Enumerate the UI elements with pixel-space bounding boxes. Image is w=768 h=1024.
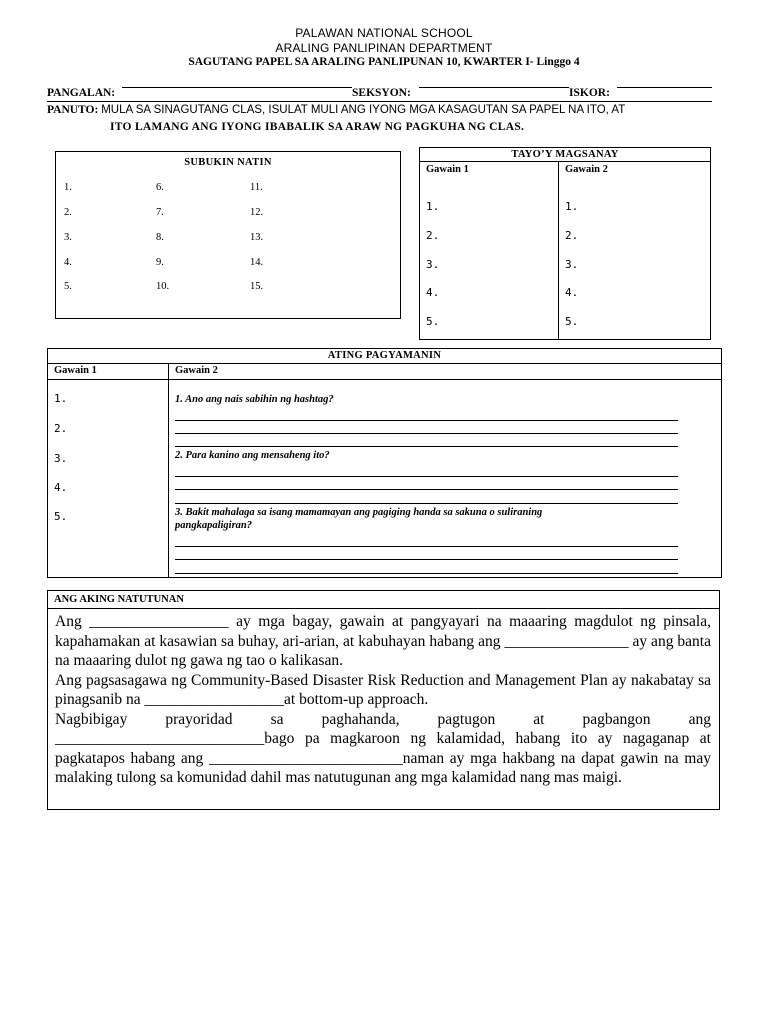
student-info-row (47, 87, 712, 102)
magsanay-item: 5. (565, 315, 579, 328)
section-field[interactable] (419, 87, 569, 88)
pagyamanin-item: 4. (54, 481, 68, 494)
subukin-item: 6. (156, 182, 164, 193)
natutunan-paragraph-3: Nagbibigay prayoridad sa paghahanda, pagtugon at pagbangon ang ___________________________bago pa magkaroon ng kalamidad, habang ito ay nagaganap at pagkatapos habang ang _________________________naman ay mga hakbang na dapat gawin na may malaking tulong sa komunidad dahil mas natutugunan ang mga kalamidad nang mas maigi. (55, 710, 711, 786)
school-name: PALAWAN NATIONAL SCHOOL (295, 26, 473, 40)
question-3-cont: pangkapaligiran? (175, 520, 253, 531)
natutunan-paragraph-2: Ang pagsasagawa ng Community-Based Disaster Risk Reduction and Management Plan ay nakabatay sa pinagsanib na __________________at bottom-up approach. (55, 671, 711, 708)
magsanay-col1-label: Gawain 1 (426, 164, 469, 175)
pagyamanin-item: 1. (54, 392, 68, 405)
natutunan-title: ANG AKING NATUTUNAN (54, 594, 184, 605)
pagyamanin-item: 3. (54, 452, 68, 465)
name-field[interactable] (122, 87, 352, 88)
answer-line[interactable] (175, 476, 678, 477)
answer-line[interactable] (175, 573, 678, 574)
answer-line[interactable] (175, 503, 678, 504)
subukin-item: 5. (64, 281, 72, 292)
magsanay-item: 1. (565, 200, 579, 213)
subukin-item: 4. (64, 257, 72, 268)
magsanay-title: TAYO’Y MAGSANAY (511, 149, 619, 160)
ang-aking-natutunan-box (47, 590, 720, 810)
answer-line[interactable] (175, 489, 678, 490)
pagyamanin-title: ATING PAGYAMANIN (327, 350, 442, 361)
pagyamanin-item: 5. (54, 510, 68, 523)
magsanay-item: 1. (426, 200, 440, 213)
subukin-item: 10. (156, 281, 170, 292)
department-name: ARALING PANLIPINAN DEPARTMENT (275, 41, 493, 55)
answer-line[interactable] (175, 446, 678, 447)
pagyamanin-item: 2. (54, 422, 68, 435)
subukin-item: 15. (250, 281, 264, 292)
answer-line[interactable] (175, 559, 678, 560)
magsanay-col2-label: Gawain 2 (565, 164, 608, 175)
instructions-line2: ITO LAMANG ANG IYONG IBABALIK SA ARAW NG PAGKUHA NG CLAS. (110, 121, 525, 133)
magsanay-item: 2. (565, 229, 579, 242)
subukin-item: 11. (250, 182, 263, 193)
natutunan-text (55, 612, 711, 788)
answer-line[interactable] (175, 420, 678, 421)
score-field[interactable] (617, 87, 712, 88)
name-label: PANGALAN: (47, 87, 116, 99)
ating-pagyamanin-box (47, 348, 722, 578)
instructions-line1: MULA SA SINAGUTANG CLAS, ISULAT MULI ANG IYONG MGA KASAGUTAN SA PAPEL NA ITO, AT (101, 104, 626, 116)
question-1: 1. Ano ang nais sabihin ng hashtag? (175, 394, 334, 405)
subukin-natin-box (55, 151, 401, 319)
subukin-item: 2. (64, 207, 72, 218)
subukin-item: 13. (250, 232, 264, 243)
magsanay-item: 3. (426, 258, 440, 271)
subukin-item: 8. (156, 232, 164, 243)
magsanay-item: 2. (426, 229, 440, 242)
tayoy-magsanay-box (419, 147, 711, 340)
page-title: SAGUTANG PAPEL SA ARALING PANLIPUNAN 10, KWARTER I- Linggo 4 (188, 56, 580, 68)
question-2: 2. Para kanino ang mensaheng ito? (175, 450, 330, 461)
subukin-item: 1. (64, 182, 72, 193)
subukin-item: 12. (250, 207, 264, 218)
score-label: ISKOR: (569, 87, 610, 99)
magsanay-item: 4. (565, 286, 579, 299)
section-label: SEKSYON: (352, 87, 411, 99)
subukin-title: SUBUKIN NATIN (184, 157, 272, 168)
subukin-item: 3. (64, 232, 72, 243)
instructions-label: PANUTO: (47, 104, 99, 116)
instructions (47, 104, 625, 116)
magsanay-item: 4. (426, 286, 440, 299)
subukin-item: 9. (156, 257, 164, 268)
subukin-item: 14. (250, 257, 264, 268)
subukin-item: 7. (156, 207, 164, 218)
question-3: 3. Bakit mahalaga sa isang mamamayan ang pagiging handa sa sakuna o suliraning (175, 507, 543, 518)
magsanay-item: 5. (426, 315, 440, 328)
natutunan-paragraph-1: Ang __________________ ay mga bagay, gawain at pangyayari na maaaring magdulot ng pinsala, kapahamakan at kasawian sa buhay, ari-arian, at kabuhayan habang ang ________________ ay ang banta na maaaring dulot ng gawa ng tao o kalikasan. (55, 613, 711, 669)
answer-line[interactable] (175, 546, 678, 547)
magsanay-item: 3. (565, 258, 579, 271)
pagyamanin-col1-label: Gawain 1 (54, 365, 97, 376)
pagyamanin-col2-label: Gawain 2 (175, 365, 218, 376)
answer-line[interactable] (175, 433, 678, 434)
